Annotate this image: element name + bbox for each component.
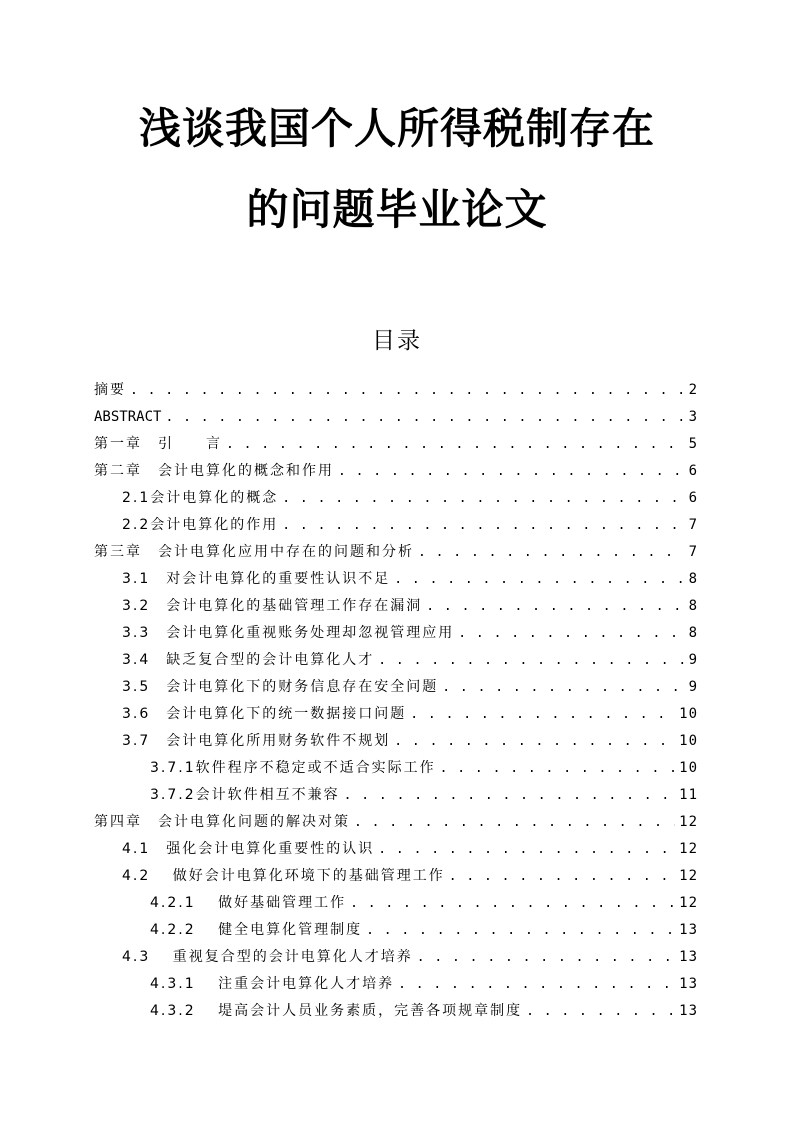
toc-dot-leader	[165, 410, 684, 424]
toc-entry-label: 3.3 会计电算化重视账务处理却忽视管理应用	[122, 625, 455, 641]
toc-entry-page-number: 12	[679, 868, 698, 884]
toc-entry-label: 第三章 会计电算化应用中存在的问题和分析	[94, 544, 414, 560]
toc-dot-leader	[338, 464, 685, 478]
toc-dot-leader	[366, 923, 675, 937]
toc-entry-page-number: 13	[679, 949, 698, 965]
toc-entry[interactable]	[122, 721, 698, 748]
toc-dot-leader	[354, 815, 675, 829]
toc-dot-leader	[394, 734, 675, 748]
toc-entry[interactable]	[122, 937, 698, 964]
toc-dot-leader	[394, 572, 684, 586]
toc-dot-leader	[130, 383, 685, 397]
toc-entry-label: 4.2.2 健全电算化管理制度	[150, 922, 363, 938]
toc-entry-label: 3.7.2会计软件相互不兼容	[150, 787, 340, 803]
toc-dot-leader	[350, 896, 675, 910]
toc-dot-leader	[410, 707, 675, 721]
toc-dot-leader	[344, 788, 676, 802]
toc-dot-leader	[458, 626, 684, 640]
document-title-line-1: 浅谈我国个人所得税制存在	[138, 104, 655, 153]
toc-entry[interactable]	[150, 910, 698, 937]
toc-entry-label: 3.4 缺乏复合型的会计电算化人才	[122, 652, 375, 668]
toc-entry[interactable]	[122, 829, 698, 856]
toc-entry[interactable]	[94, 370, 698, 397]
toc-dot-leader	[398, 977, 675, 991]
toc-entry[interactable]	[150, 991, 698, 1018]
toc-entry-page-number: 6	[688, 463, 698, 479]
toc-dot-leader	[282, 491, 684, 505]
toc-dot-leader	[426, 599, 684, 613]
toc-entry-label: 4.2.1 做好基础管理工作	[150, 895, 347, 911]
toc-entry-page-number: 6	[688, 490, 698, 506]
toc-entry-page-number: 13	[679, 976, 698, 992]
toc-entry[interactable]	[94, 802, 698, 829]
toc-entry-page-number: 12	[679, 895, 698, 911]
toc-entry-label: 4.3.2 堤高会计人员业务素质，完善各项规章制度	[150, 1003, 523, 1019]
toc-entry-page-number: 10	[679, 733, 698, 749]
toc-entry[interactable]	[150, 964, 698, 991]
toc-entry-page-number: 3	[688, 409, 698, 425]
toc-entry-page-number: 7	[688, 544, 698, 560]
toc-entry[interactable]	[122, 694, 698, 721]
toc-entry[interactable]	[122, 559, 698, 586]
toc-entry-page-number: 9	[688, 679, 698, 695]
toc-dot-leader	[526, 1004, 675, 1018]
toc-entry-label: 4.2 做好会计电算化环境下的基础管理工作	[122, 868, 445, 884]
toc-entry-label: 3.7 会计电算化所用财务软件不规划	[122, 733, 391, 749]
toc-entry[interactable]	[94, 451, 698, 478]
toc-dot-leader	[378, 842, 675, 856]
toc-entry-label: 3.7.1软件程序不稳定或不适合实际工作	[150, 760, 436, 776]
toc-entry-label: 3.1 对会计电算化的重要性认识不足	[122, 571, 391, 587]
toc-entry[interactable]	[150, 883, 698, 910]
toc-dot-leader	[442, 680, 684, 694]
toc-entry-label: 第二章 会计电算化的概念和作用	[94, 463, 334, 479]
toc-entry-label: 4.3 重视复合型的会计电算化人才培养	[122, 949, 413, 965]
toc-entry-label: 4.3.1 注重会计电算化人才培养	[150, 976, 395, 992]
toc-dot-leader	[282, 518, 684, 532]
toc-entry[interactable]	[94, 424, 698, 451]
toc-entry[interactable]	[122, 667, 698, 694]
toc-dot-leader	[417, 950, 675, 964]
toc-entry-page-number: 13	[679, 922, 698, 938]
toc-entry-label: 2.1会计电算化的概念	[122, 490, 279, 506]
toc-entry-page-number: 8	[688, 571, 698, 587]
toc-entry-page-number: 7	[688, 517, 698, 533]
document-title-line-2: 的问题毕业论文	[246, 185, 548, 234]
toc-dot-leader	[378, 653, 684, 667]
toc-entry[interactable]	[122, 856, 698, 883]
toc-entry-page-number: 8	[688, 625, 698, 641]
toc-entry-label: 3.5 会计电算化下的财务信息存在安全问题	[122, 679, 439, 695]
toc-entry[interactable]	[94, 532, 698, 559]
toc-entry-label: 第四章 会计电算化问题的解决对策	[94, 814, 350, 830]
toc-entry-page-number: 10	[679, 760, 698, 776]
toc-entry[interactable]	[122, 586, 698, 613]
toc-entry-page-number: 9	[688, 652, 698, 668]
toc-entry[interactable]	[150, 775, 698, 802]
toc-entry[interactable]	[150, 748, 698, 775]
toc-entry-label: 摘要	[94, 382, 126, 398]
toc-dot-leader	[440, 761, 676, 775]
toc-entry[interactable]	[122, 478, 698, 505]
toc-entry[interactable]	[122, 505, 698, 532]
toc-dot-leader	[449, 869, 675, 883]
toc-entry-label: 3.2 会计电算化的基础管理工作存在漏洞	[122, 598, 423, 614]
toc-entry-page-number: 12	[679, 814, 698, 830]
toc-entry-page-number: 10	[679, 706, 698, 722]
toc-entry-page-number: 2	[688, 382, 698, 398]
toc-entry-page-number: 12	[679, 841, 698, 857]
toc-heading: 目录	[372, 328, 422, 354]
toc-entry-page-number: 8	[688, 598, 698, 614]
toc-entry[interactable]	[122, 613, 698, 640]
toc-entry[interactable]	[122, 640, 698, 667]
toc-entry-page-number: 5	[688, 436, 698, 452]
toc-dot-leader	[226, 437, 685, 451]
toc-entry-label: ABSTRACT	[94, 409, 162, 425]
toc-entry-label: 3.6 会计电算化下的统一数据接口问题	[122, 706, 407, 722]
toc-dot-leader	[418, 545, 685, 559]
toc-entry-page-number: 13	[679, 1003, 698, 1019]
toc-entry-label: 4.1 强化会计电算化重要性的认识	[122, 841, 375, 857]
toc-entry-label: 2.2会计电算化的作用	[122, 517, 279, 533]
toc-entry-label: 第一章 引 言	[94, 436, 222, 452]
toc-entry[interactable]	[94, 397, 698, 424]
toc-entry-page-number: 11	[679, 787, 698, 803]
